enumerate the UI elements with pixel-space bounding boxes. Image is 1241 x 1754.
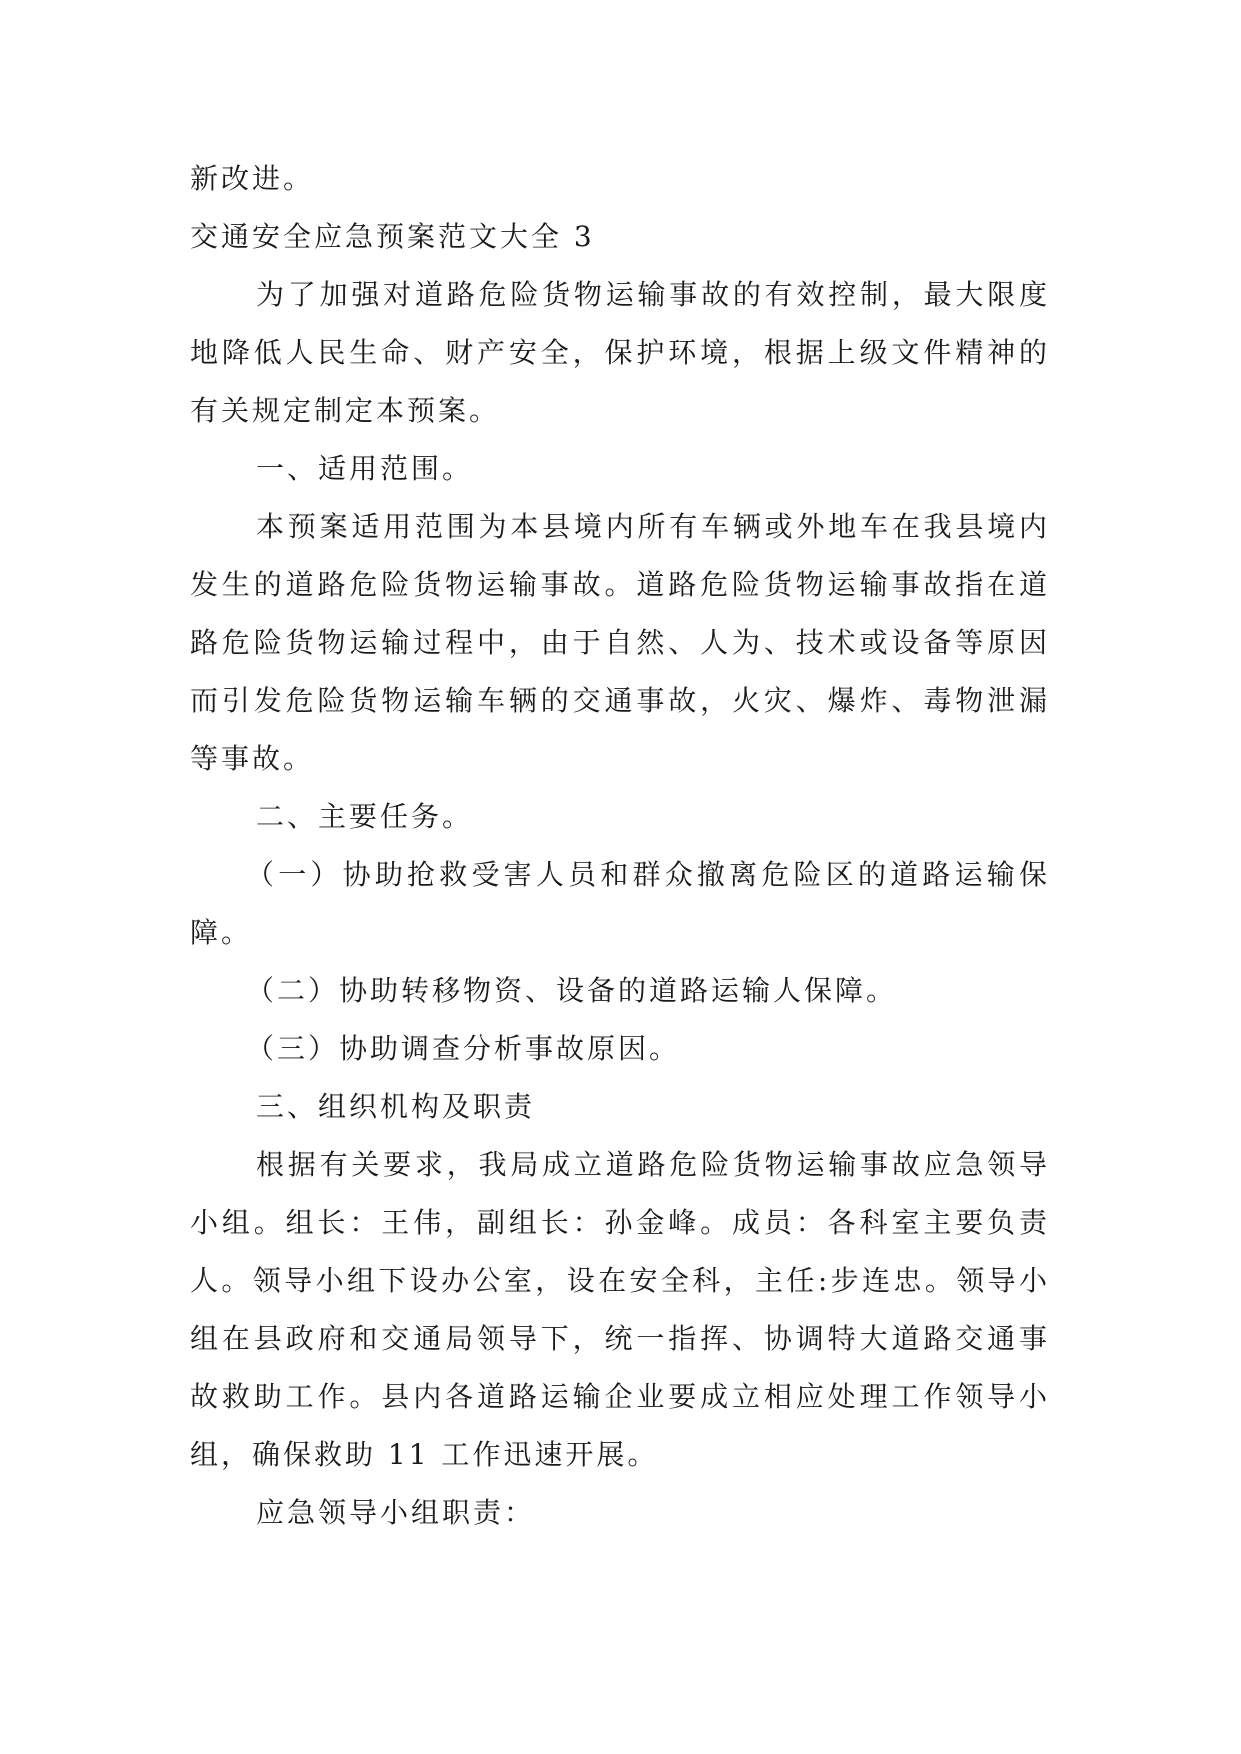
task-item-1: （一）协助抢救受害人员和群众撤离危险区的道路运输保障。 (190, 858, 1050, 949)
duties-heading: 应急领导小组职责： (256, 1496, 536, 1529)
document-title: 交通安全应急预案范文大全 3 (190, 220, 595, 253)
section3-body: 根据有关要求，我局成立道路危险货物运输事故应急领导小组。组长：王伟，副组长：孙金峰。成员：各科室主要负责人。领导小组下设办公室，设在安全科，主任:步连忠。领导小组在县政府和交通局领导下，统一指挥、协调特大道路交通事故救助工作。县内各道路运输企业要成立相应处理工作领导小组，确保救助 11 工作迅速开展。 (190, 1148, 1050, 1471)
section1-heading: 一、适用范围。 (256, 452, 474, 485)
section3-heading: 三、组织机构及职责 (256, 1090, 536, 1123)
task-item-3: （三）协助调查分析事故原因。 (246, 1032, 681, 1065)
continuation-line: 新改进。 (190, 162, 315, 195)
section2-heading: 二、主要任务。 (256, 800, 474, 833)
section1-body: 本预案适用范围为本县境内所有车辆或外地车在我县境内发生的道路危险货物运输事故。道路危险货物运输事故指在道路危险货物运输过程中，由于自然、人为、技术或设备等原因而引发危险货物运输车辆的交通事故，火灾、爆炸、毒物泄漏等事故。 (190, 510, 1050, 775)
task-item-2: （二）协助转移物资、设备的道路运输人保障。 (246, 974, 898, 1007)
document-page (190, 150, 1050, 1542)
intro-paragraph: 为了加强对道路危险货物运输事故的有效控制，最大限度地降低人民生命、财产安全，保护环境，根据上级文件精神的有关规定制定本预案。 (190, 278, 1050, 427)
